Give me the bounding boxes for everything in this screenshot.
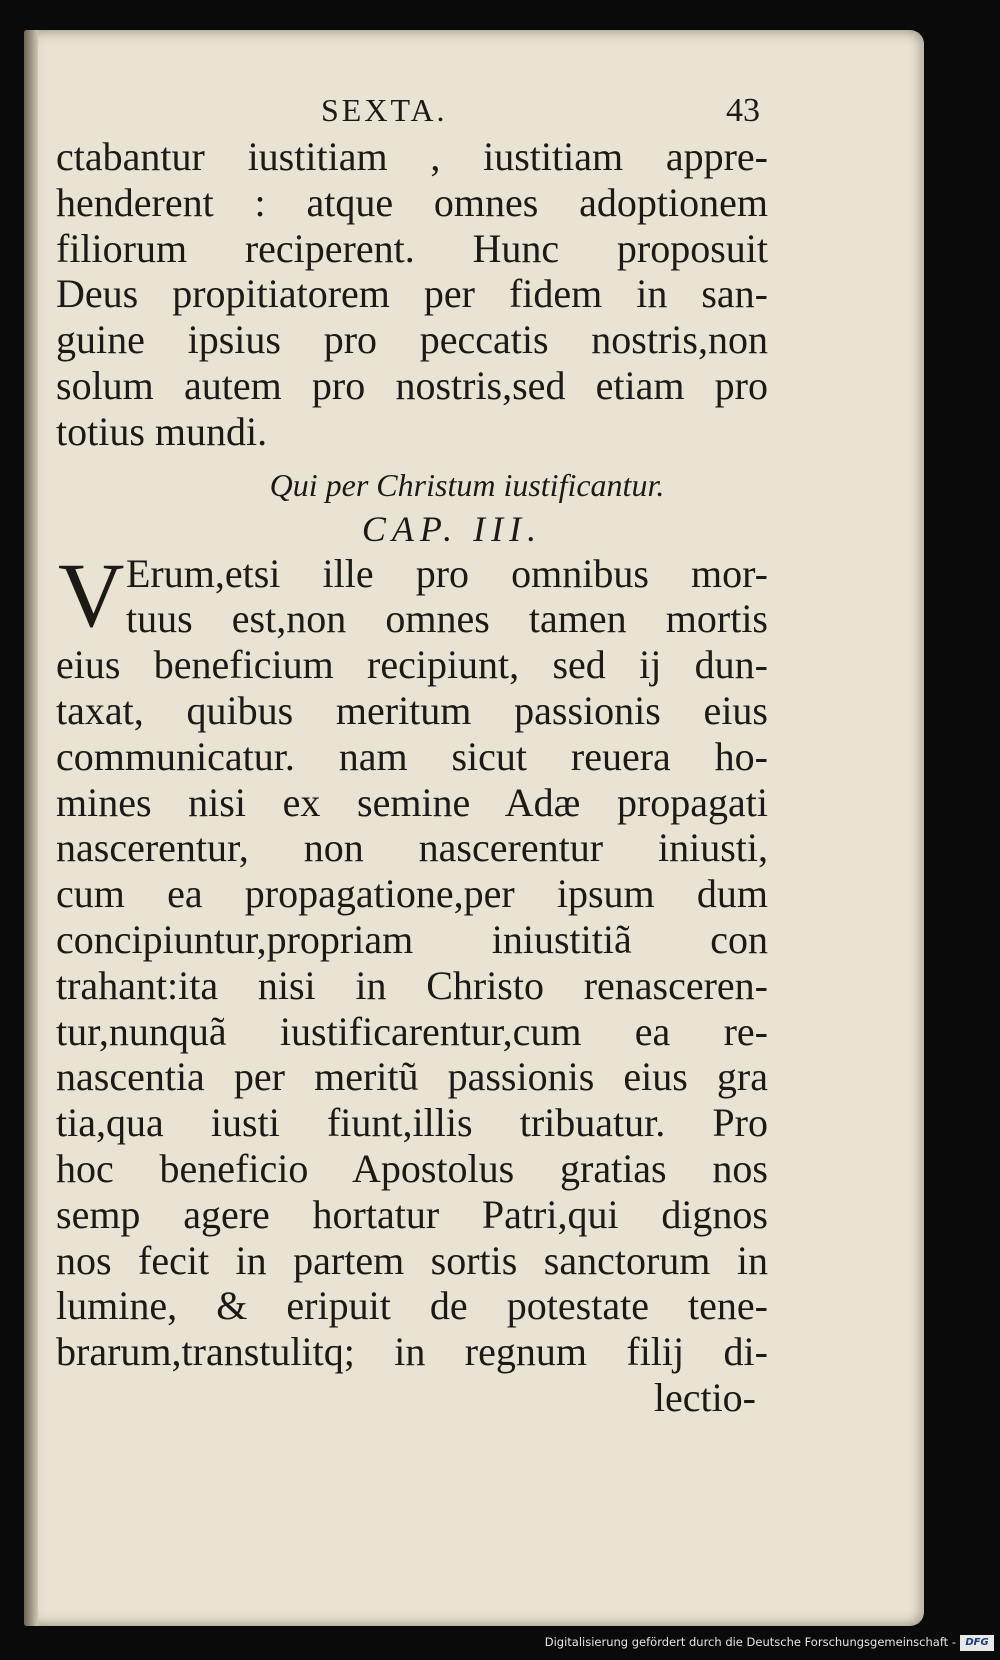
catchword: lectio- (653, 1374, 756, 1420)
text-line: henderent : atque omnes adoptionem (56, 179, 768, 225)
text-line: nascerentur, non nascerentur iniusti, (56, 825, 768, 871)
drop-cap: V (58, 543, 125, 646)
text-block (56, 88, 768, 1421)
chapter-heading: Qui per Christum iustificantur. (269, 466, 665, 503)
text-line: semp agere hortatur Patri,qui dignos (56, 1191, 768, 1237)
chapter-paragraph (56, 543, 768, 1375)
text-line: tuus est,non omnes tamen mortis (126, 596, 768, 642)
digitization-credit (545, 1632, 956, 1652)
text-line: taxat, quibus meritum passionis eius (56, 687, 768, 733)
text-line: nos fecit in partem sortis sanctorum in (56, 1237, 768, 1283)
page-number: 43 (726, 92, 760, 129)
text-line: tia,qua iusti fiunt,illis tribuatur. Pro (56, 1100, 768, 1146)
text-line: hoc beneficio Apostolus gratias nos (56, 1145, 768, 1191)
text-line: cum ea propagatione,per ipsum dum (56, 871, 768, 917)
text-line: ctabantur iustitiam , iustitiam appre- (56, 134, 768, 179)
text-line: eius beneficium recipiunt, sed ij dun- (56, 642, 768, 688)
text-line: trahant:ita nisi in Christo renasceren- (56, 962, 768, 1008)
book-page (24, 30, 924, 1626)
credit-text: Digitalisierung gefördert durch die Deutsche Forschungsgemeinschaft - (544, 1635, 956, 1649)
text-line: guine ipsius pro peccatis nostris,non (56, 317, 768, 363)
text-line: communicatur. nam sicut reuera ho- (56, 733, 768, 779)
text-line: brarum,transtulitq; in regnum filij di- (56, 1329, 768, 1375)
text-line: nascentia per meritũ passionis eius gra (56, 1054, 768, 1100)
text-line: solum autem pro nostris,sed etiam pro (56, 362, 768, 408)
text-line: filiorum reciperent. Hunc proposuit (56, 225, 768, 271)
text-line: Deus propitiatorem per fidem in san- (56, 271, 768, 317)
text-line: concipiuntur,propriam iniustitiã con (56, 916, 768, 962)
chapter-number: CAP. III. (361, 508, 543, 549)
text-line: mines nisi ex semine Adæ propagati (56, 779, 768, 825)
running-title: SEXTA. (321, 92, 448, 128)
page-gutter (24, 30, 38, 1626)
paragraph-continuation (56, 134, 768, 455)
text-line: tur,nunquã iustificarentur,cum ea re- (56, 1008, 768, 1054)
running-head (56, 88, 768, 134)
text-line: totius mundi. (56, 408, 268, 454)
text-line: Erum,etsi ille pro omnibus mor- (126, 550, 768, 596)
text-line: lumine, & eripuit de potestate tene- (56, 1283, 768, 1329)
dfg-logo-icon: DFG (960, 1635, 994, 1651)
